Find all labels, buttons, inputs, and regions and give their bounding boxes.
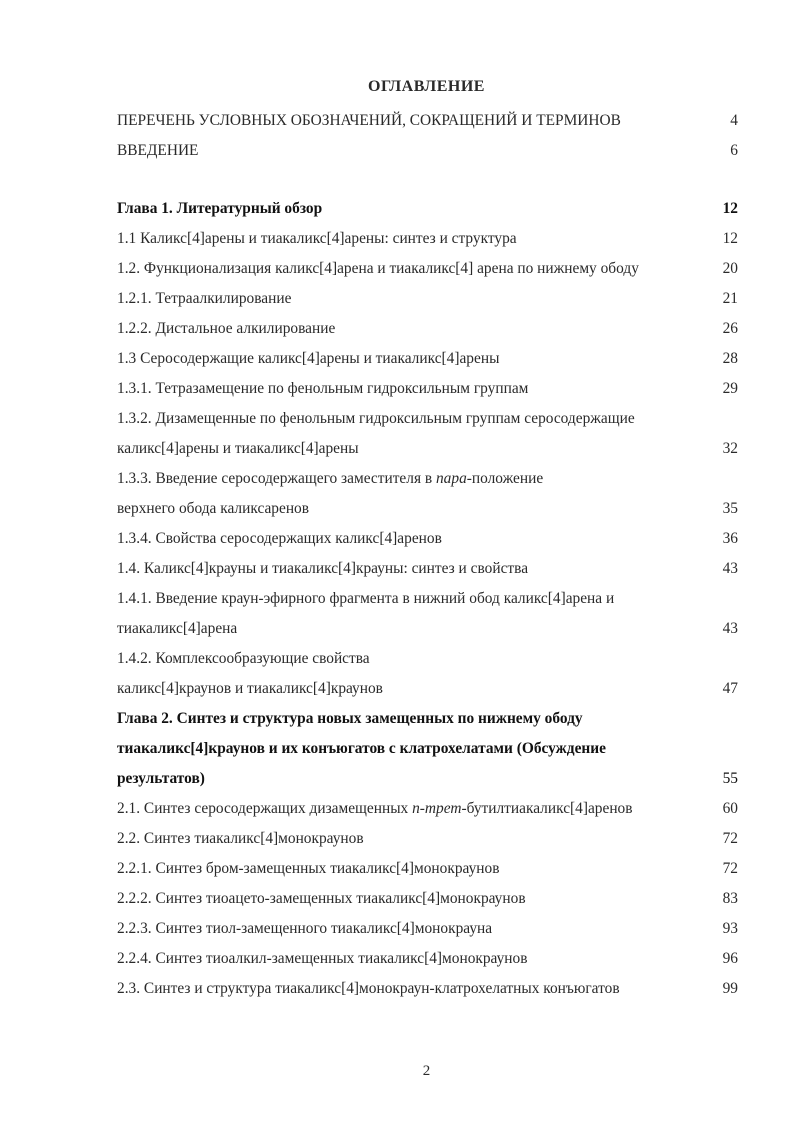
toc-entry-text: 1.4.1. Введение краун-эфирного фрагмента в нижний обод каликс[4]арена и: [117, 590, 615, 607]
toc-entry-text: 1.4. Каликс[4]крауны и тиакаликс[4]крауны: синтез и свойства: [117, 560, 529, 577]
table-of-contents: [117, 106, 742, 1004]
toc-entry-page: 72: [722, 860, 738, 877]
toc-entry-text-part: 2.1. Синтез серосодержащих дизамещенных: [117, 800, 413, 817]
toc-entry-page: 20: [722, 260, 738, 277]
toc-entry-text: Глава 1. Литературный обзор: [117, 200, 323, 217]
toc-entry-text: 2.2.3. Синтез тиол-замещенного тиакаликс[4]монокрауна: [117, 920, 493, 937]
toc-entry-page: 96: [722, 950, 738, 967]
page-number: 2: [422, 1063, 431, 1079]
toc-entry-text: результатов): [117, 770, 205, 787]
toc-entry-text: 2.3. Синтез и структура тиакаликс[4]монокраун-клатрохелатных конъюгатов: [117, 980, 620, 997]
toc-chapter-heading: [117, 704, 742, 734]
toc-entry: [117, 464, 742, 494]
toc-entry: [117, 494, 742, 524]
toc-entry-text: тиакаликс[4]арена: [117, 620, 238, 637]
toc-entry-text: 1.3.1. Тетразамещение по фенольным гидроксильным группам: [117, 380, 529, 397]
toc-entry-text: 1.3.2. Дизамещенные по фенольным гидроксильным группам серосодержащие: [117, 410, 635, 427]
toc-entry-text: 2.2.4. Синтез тиоалкил-замещенных тиакаликс[4]монокраунов: [117, 950, 528, 967]
toc-entry: [117, 254, 742, 284]
toc-entry: [117, 914, 742, 944]
toc-entry-page: 83: [722, 890, 738, 907]
toc-entry-page: 26: [722, 320, 738, 337]
toc-entry-text: ПЕРЕЧЕНЬ УСЛОВНЫХ ОБОЗНАЧЕНИЙ, СОКРАЩЕНИЙ И ТЕРМИНОВ: [117, 112, 621, 129]
toc-entry-page: 32: [722, 440, 738, 457]
toc-entry-page: 36: [722, 530, 738, 547]
toc-entry-page: 12: [722, 230, 738, 247]
toc-entry-page: 60: [722, 800, 738, 817]
toc-entry-page: 21: [722, 290, 738, 307]
toc-entry-text: [117, 464, 543, 494]
toc-entry-text: каликс[4]краунов и тиакаликс[4]краунов: [117, 680, 383, 697]
toc-entry-page: 72: [722, 830, 738, 847]
toc-entry-text: 1.3 Серосодержащие каликс[4]арены и тиакаликс[4]арены: [117, 350, 500, 367]
toc-entry-text-part: -бутилтиакаликс[4]аренов: [461, 800, 633, 817]
toc-entry-page: 99: [722, 980, 738, 997]
toc-entry-text: 1.2. Функционализация каликс[4]арена и тиакаликс[4] арена по нижнему ободу: [117, 260, 639, 277]
toc-chapter-heading: [117, 764, 742, 794]
toc-entry-page: 55: [722, 770, 738, 787]
toc-entry: [117, 824, 742, 854]
toc-chapter-heading: [117, 734, 742, 764]
toc-entry-text: ВВЕДЕНИЕ: [117, 142, 199, 159]
toc-entry-text: 2.2.1. Синтез бром-замещенных тиакаликс[4]монокраунов: [117, 860, 500, 877]
toc-entry-page: 43: [722, 560, 738, 577]
toc-entry: [117, 374, 742, 404]
spacer: [117, 166, 742, 194]
page-title: ОГЛАВЛЕНИЕ: [368, 78, 485, 95]
toc-entry: [117, 344, 742, 374]
toc-entry-text: 1.2.2. Дистальное алкилирование: [117, 320, 336, 337]
toc-entry-page: 35: [722, 500, 738, 517]
toc-entry: [117, 974, 742, 1004]
toc-entry-page: 93: [722, 920, 738, 937]
toc-entry-page: 4: [730, 112, 738, 129]
toc-entry: [117, 584, 742, 614]
toc-entry: [117, 884, 742, 914]
toc-entry-text: 1.1 Каликс[4]арены и тиакаликс[4]арены: синтез и структура: [117, 230, 517, 247]
toc-entry-text-part: 1.3.3. Введение серосодержащего заместителя в: [117, 470, 436, 487]
toc-entry-text: 1.3.4. Свойства серосодержащих каликс[4]аренов: [117, 530, 442, 547]
toc-entry-text: 1.4.2. Комплексообразующие свойства: [117, 650, 370, 667]
toc-entry-text: 2.2. Синтез тиакаликс[4]монокраунов: [117, 830, 364, 847]
toc-entry-italic-term: п-трет: [412, 800, 462, 817]
toc-entry-page: 28: [722, 350, 738, 367]
toc-entry: [117, 284, 742, 314]
toc-entry-italic-term: пара: [435, 470, 467, 487]
toc-entry-text-part: -положение: [466, 470, 544, 487]
toc-entry: [117, 404, 742, 434]
toc-entry-page: 12: [722, 200, 738, 217]
toc-entry-page: 47: [722, 680, 738, 697]
toc-entry-page: 29: [722, 380, 738, 397]
toc-entry: [117, 674, 742, 704]
toc-chapter-heading: [117, 194, 742, 224]
toc-entry-page: 43: [722, 620, 738, 637]
toc-entry: [117, 524, 742, 554]
toc-entry-text: верхнего обода каликсаренов: [117, 500, 310, 517]
toc-entry: [117, 314, 742, 344]
toc-entry: [117, 854, 742, 884]
toc-entry: [117, 944, 742, 974]
toc-entry: [117, 224, 742, 254]
toc-entry: [117, 106, 742, 136]
toc-entry-text: каликс[4]арены и тиакаликс[4]арены: [117, 440, 359, 457]
toc-entry-text: 2.2.2. Синтез тиоацето-замещенных тиакаликс[4]монокраунов: [117, 890, 526, 907]
toc-entry-text: [117, 794, 633, 824]
toc-entry: [117, 554, 742, 584]
toc-entry: [117, 644, 742, 674]
toc-entry-text: Глава 2. Синтез и структура новых замещенных по нижнему ободу: [117, 710, 583, 727]
toc-entry: [117, 434, 742, 464]
toc-entry-text: тиакаликс[4]краунов и их конъюгатов с клатрохелатами (Обсуждение: [117, 740, 606, 757]
toc-entry: [117, 794, 742, 824]
toc-entry-text: 1.2.1. Тетраалкилирование: [117, 290, 292, 307]
toc-entry: [117, 136, 742, 166]
toc-entry-page: 6: [730, 142, 738, 159]
toc-entry: [117, 614, 742, 644]
